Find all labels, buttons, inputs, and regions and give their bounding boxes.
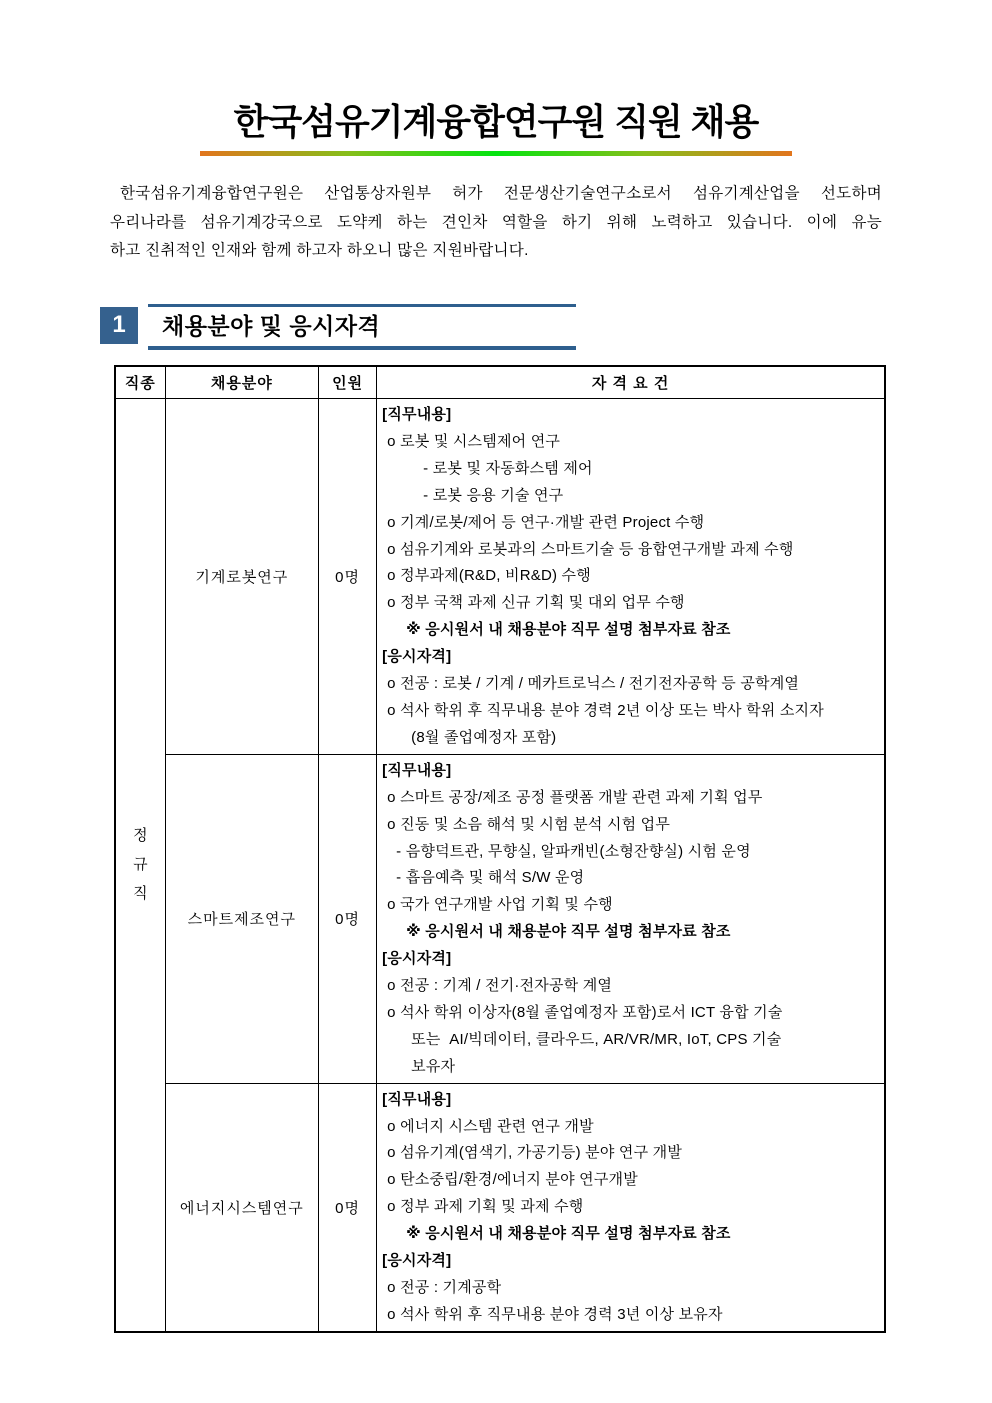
- job-type-char: 규: [133, 856, 148, 874]
- requirement-line: o 석사 학위 후 직무내용 분야 경력 3년 이상 보유자: [387, 1305, 723, 1323]
- job-type-cell: [115, 399, 165, 1332]
- page-title: 한국섬유기계융합연구원 직원 채용: [233, 101, 759, 142]
- job-type-char: 직: [133, 885, 148, 903]
- requirement-line: - 음향덕트관, 무향실, 알파캐빈(소형잔향실) 시험 운영: [396, 842, 751, 860]
- requirement-line: ※ 응시원서 내 채용분야 직무 설명 첨부자료 참조: [406, 923, 731, 941]
- requirement-line: [응시자격]: [382, 1252, 452, 1270]
- column-header-requirements: 자 격 요 건: [377, 366, 885, 399]
- requirement-line: [직무내용]: [382, 406, 452, 423]
- field-cell: 스마트제조연구: [165, 754, 318, 1083]
- section-title-rule: [148, 304, 576, 350]
- count-cell: 0명: [319, 399, 377, 755]
- requirement-line: o 전공 : 기계공학: [387, 1279, 502, 1296]
- requirement-line: - 로봇 및 자동화스템 제어: [423, 459, 593, 477]
- requirement-line: ※ 응시원서 내 채용분야 직무 설명 첨부자료 참조: [406, 1225, 731, 1243]
- requirement-line: o 로봇 및 시스템제어 연구: [387, 432, 561, 450]
- requirement-line: o 탄소중립/환경/에너지 분야 연구개발: [387, 1171, 638, 1189]
- intro-line: 우리나라를 섬유기계강국으로 도약케 하는 견인차 역할을 하기 위해 노력하고 있습니다. 이에 유능: [110, 213, 882, 231]
- requirement-line: o 섬유기계(염색기, 가공기등) 분야 연구 개발: [387, 1144, 683, 1162]
- requirement-line: [직무내용]: [382, 761, 452, 779]
- intro-line: 한국섬유기계융합연구원은 산업통상자원부 허가 전문생산기술연구소로서 섬유기계산업을 선도하며: [120, 185, 882, 202]
- intro-paragraph: [110, 180, 882, 266]
- requirement-line: o 국가 연구개발 사업 기획 및 수행: [387, 896, 613, 914]
- requirement-line: o 정부과제(R&D, 비R&D) 수행: [387, 567, 591, 585]
- table-row: [115, 1083, 885, 1332]
- requirement-line: o 석사 학위 후 직무내용 분야 경력 2년 이상 또는 박사 학위 소지자: [387, 701, 824, 719]
- section-header: [100, 304, 992, 350]
- requirement-line: o 기계/로봇/제어 등 연구·개발 관련 Project 수행: [387, 513, 705, 531]
- column-header-count: 인원: [319, 366, 377, 399]
- requirements-cell: [377, 754, 885, 1083]
- column-header-field: 채용분야: [165, 366, 318, 399]
- requirement-line: - 흡음예측 및 해석 S/W 운영: [396, 869, 585, 887]
- requirement-line: [응시자격]: [382, 950, 452, 968]
- job-type-char: 정: [133, 827, 148, 845]
- requirement-line: o 전공 : 로봇 / 기계 / 메카트로닉스 / 전기전자공학 등 공학계열: [387, 675, 800, 693]
- requirement-line: o 정부 국책 과제 신규 기획 및 대외 업무 수행: [387, 594, 685, 612]
- requirement-line: 또는 AI/빅데이터, 클라우드, AR/VR/MR, IoT, CPS 기술: [411, 1030, 782, 1048]
- count-cell: 0명: [319, 1083, 377, 1332]
- table-row: [115, 399, 885, 755]
- requirement-line: ※ 응시원서 내 채용분야 직무 설명 첨부자료 참조: [406, 621, 731, 639]
- section-number-badge: 1: [100, 307, 138, 344]
- requirement-line: o 섬유기계와 로봇과의 스마트기술 등 융합연구개발 과제 수행: [387, 540, 794, 558]
- section-title: 채용분야 및 응시자격: [162, 312, 381, 339]
- requirements-cell: [377, 1083, 885, 1332]
- requirement-line: - 로봇 응용 기술 연구: [423, 486, 564, 504]
- requirement-line: o 전공 : 기계 / 전기·전자공학 계열: [387, 977, 613, 995]
- requirement-line: o 스마트 공장/제조 공정 플랫폼 개발 관련 과제 기획 업무: [387, 788, 763, 806]
- requirement-line: 보유자: [411, 1057, 456, 1075]
- requirement-line: o 에너지 시스템 관련 연구 개발: [387, 1117, 594, 1135]
- requirement-line: o 진동 및 소음 해석 및 시험 분석 시험 업무: [387, 815, 671, 833]
- recruitment-table: [114, 365, 886, 1333]
- table-row: [115, 754, 885, 1083]
- intro-line: 하고 진취적인 인재와 함께 하고자 하오니 많은 지원바랍니다.: [110, 242, 529, 259]
- count-cell: 0명: [319, 754, 377, 1083]
- requirements-cell: [377, 399, 885, 755]
- title-underline: [200, 151, 792, 156]
- requirement-line: o 석사 학위 이상자(8월 졸업예정자 포함)로서 ICT 융합 기술: [387, 1003, 783, 1021]
- requirement-line: o 정부 과제 기획 및 과제 수행: [387, 1198, 584, 1216]
- field-cell: 에너지시스템연구: [165, 1083, 318, 1332]
- requirement-line: (8월 졸업예정자 포함): [411, 728, 557, 746]
- field-cell: 기계로봇연구: [165, 399, 318, 755]
- requirement-line: [직무내용]: [382, 1090, 452, 1108]
- column-header-job-type: 직종: [115, 366, 165, 399]
- requirement-line: [응시자격]: [382, 648, 452, 666]
- table-header-row: [115, 366, 885, 399]
